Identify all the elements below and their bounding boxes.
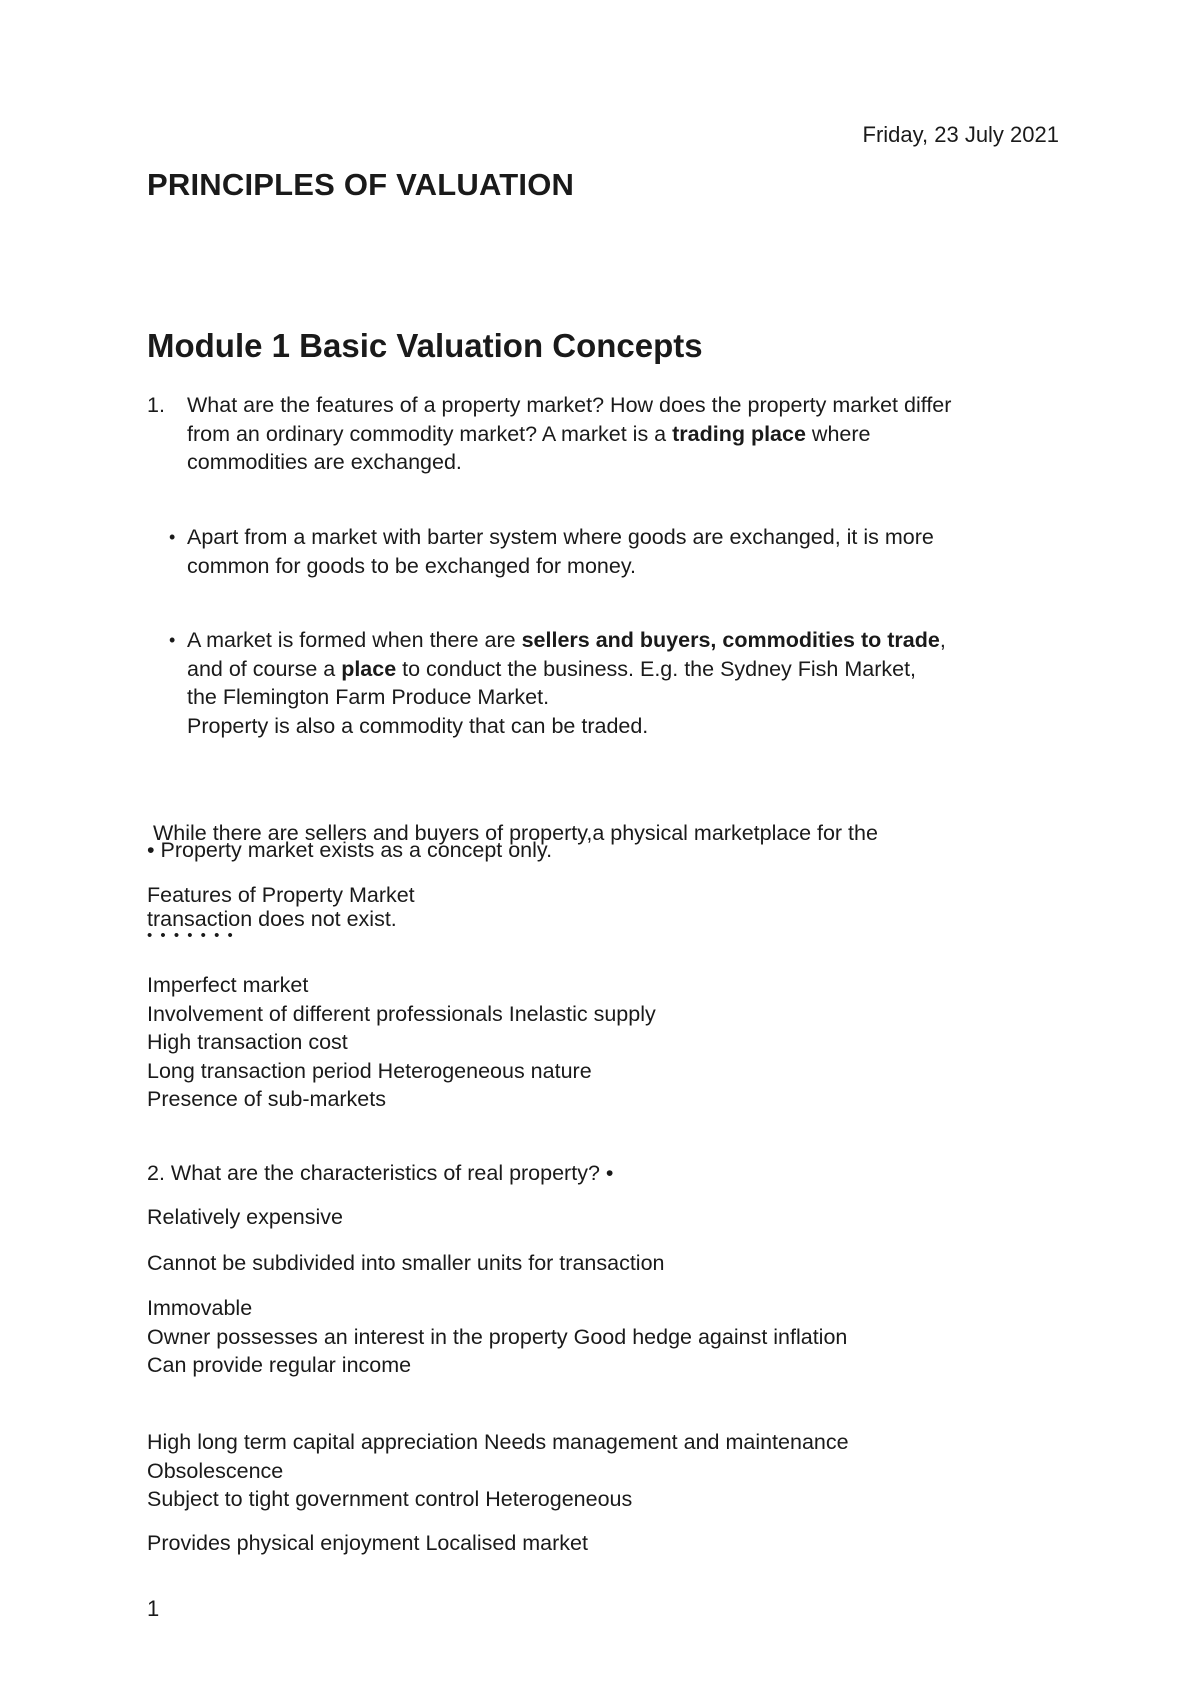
question-1-line: commodities are exchanged. bbox=[187, 450, 462, 474]
question-2: 2. What are the characteristics of real property? • bbox=[147, 1161, 614, 1185]
characteristic-item: Can provide regular income bbox=[147, 1353, 412, 1377]
bullet-line: Apart from a market with barter system where goods are exchanged, it is more bbox=[187, 525, 934, 549]
bullet-item-market-formed bbox=[169, 626, 1069, 746]
paragraph-line: While there are sellers and buyers of property,a physical marketplace for the bbox=[147, 821, 878, 845]
concept-statement: • Property market exists as a concept only. bbox=[147, 838, 553, 862]
bullet-line: common for goods to be exchanged for money. bbox=[187, 553, 636, 578]
characteristic-item: Relatively expensive bbox=[147, 1205, 343, 1229]
characteristic-item: High long term capital appreciation Needs management and maintenance bbox=[147, 1430, 849, 1454]
characteristic-item: Obsolescence bbox=[147, 1458, 284, 1483]
document-date: Friday, 23 July 2021 bbox=[862, 122, 1059, 147]
emphasis-place: place bbox=[341, 656, 397, 681]
characteristics-group-2 bbox=[147, 1428, 849, 1514]
features-bullet-dots: • • • • • • • bbox=[147, 927, 235, 944]
bullet-text bbox=[187, 523, 934, 580]
bullet-line: the Flemington Farm Produce Market. bbox=[187, 685, 550, 709]
paragraph-line: transaction does not exist. bbox=[147, 906, 397, 931]
bullet-icon: • bbox=[169, 630, 176, 650]
feature-item: Involvement of different professionals Inelastic supply bbox=[147, 1001, 656, 1026]
feature-item: Long transaction period Heterogeneous nature bbox=[147, 1058, 592, 1083]
bullet-item-barter bbox=[169, 523, 1069, 583]
characteristic-item: Cannot be subdivided into smaller units for transaction bbox=[147, 1251, 665, 1275]
document-title: PRINCIPLES OF VALUATION bbox=[147, 167, 575, 202]
emphasis-trading-place: trading place bbox=[672, 421, 806, 446]
question-1 bbox=[147, 391, 1097, 481]
question-1-line: from an ordinary commodity market? A market is a trading place where bbox=[187, 421, 871, 446]
feature-item: Imperfect market bbox=[147, 973, 309, 997]
question-1-number: 1. bbox=[147, 393, 165, 417]
question-1-line: What are the features of a property market? How does the property market differ bbox=[187, 393, 952, 417]
bullet-icon: • bbox=[169, 527, 176, 547]
module-heading: Module 1 Basic Valuation Concepts bbox=[147, 327, 703, 364]
characteristic-item: Provides physical enjoyment Localised market bbox=[147, 1531, 588, 1555]
features-list bbox=[147, 971, 656, 1114]
bullet-line: A market is formed when there are sellers and buyers, commodities to trade, bbox=[187, 628, 946, 652]
page-number: 1 bbox=[147, 1596, 160, 1621]
features-heading: Features of Property Market bbox=[147, 883, 415, 907]
emphasis-commodities: commodities to trade bbox=[722, 628, 940, 652]
bullet-line: and of course a place to conduct the business. E.g. the Sydney Fish Market, bbox=[187, 656, 917, 681]
characteristic-item: Immovable bbox=[147, 1296, 253, 1320]
bullet-text bbox=[187, 626, 946, 740]
feature-item: Presence of sub-markets bbox=[147, 1087, 386, 1111]
feature-item: High transaction cost bbox=[147, 1030, 348, 1054]
characteristic-item: Subject to tight government control Heterogeneous bbox=[147, 1487, 633, 1511]
emphasis-sellers-buyers: sellers and buyers bbox=[521, 628, 711, 652]
characteristic-item: Owner possesses an interest in the property Good hedge against inflation bbox=[147, 1324, 848, 1349]
bullet-line: Property is also a commodity that can be traded. bbox=[187, 713, 649, 738]
question-1-text bbox=[187, 391, 951, 477]
characteristics-group-1 bbox=[147, 1294, 847, 1380]
